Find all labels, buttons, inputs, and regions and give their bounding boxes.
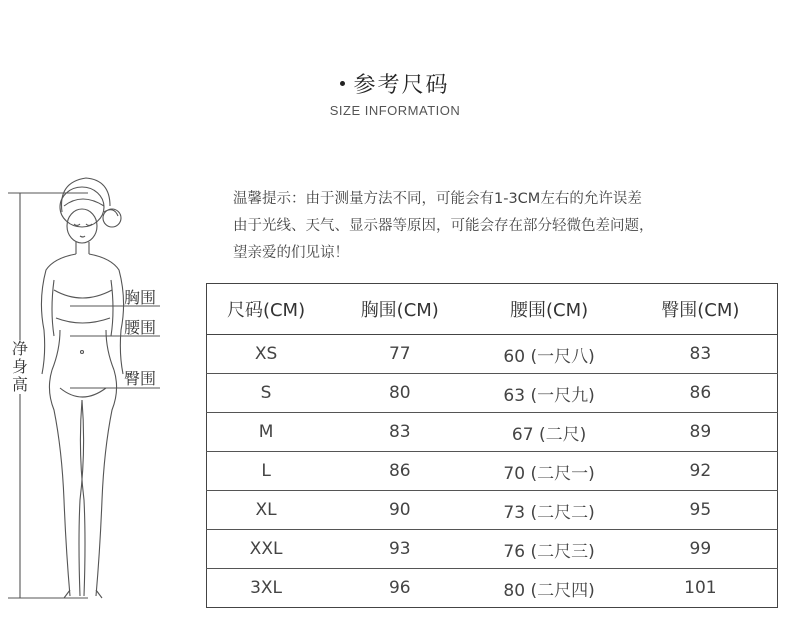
cell-bust: 83	[325, 413, 474, 452]
notice-text	[233, 186, 773, 267]
bullet-dot-icon	[340, 81, 345, 86]
cell-size: XS	[207, 335, 326, 374]
notice-line: 望亲爱的们见谅！	[233, 245, 349, 261]
table-row	[207, 530, 778, 569]
cell-size: S	[207, 374, 326, 413]
height-label-char: 净	[11, 339, 28, 358]
header-waist: 腰围(CM)	[474, 284, 623, 335]
table-row	[207, 569, 778, 608]
cell-hip: 99	[624, 530, 778, 569]
cell-waist: 70 (二尺一)	[474, 452, 623, 491]
body-figure-illustration	[0, 170, 200, 610]
cell-size: XL	[207, 491, 326, 530]
hip-label: 臀围	[124, 369, 157, 388]
notice-line: 由于光线、天气、显示器等原因，可能会存在部分轻微色差问题，	[233, 218, 654, 234]
cell-hip: 83	[624, 335, 778, 374]
table-row	[207, 491, 778, 530]
cell-waist: 67 (二尺)	[474, 413, 623, 452]
table-header-row	[207, 284, 778, 335]
page-title-text: 参考尺码	[353, 73, 450, 98]
cell-size: L	[207, 452, 326, 491]
cell-bust: 80	[325, 374, 474, 413]
cell-bust: 96	[388, 578, 411, 598]
table-row	[207, 374, 778, 413]
header-bust: 胸围(CM)	[325, 284, 474, 335]
table-row	[207, 335, 778, 374]
header-hip: 臀围(CM)	[624, 284, 778, 335]
cell-waist: 63 (一尺九)	[474, 374, 623, 413]
table-row	[207, 452, 778, 491]
height-label-char: 身	[11, 357, 28, 376]
cell-hip: 89	[624, 413, 778, 452]
cell-size: 3XL	[250, 578, 283, 598]
header-size: 尺码(CM)	[207, 284, 326, 335]
cell-bust: 90	[325, 491, 474, 530]
cell-bust: 77	[325, 335, 474, 374]
cell-bust: 93	[325, 530, 474, 569]
cell-waist: 76 (二尺三)	[474, 530, 623, 569]
bust-label: 胸围	[124, 288, 157, 307]
size-table	[206, 283, 778, 608]
height-label-char: 高	[11, 375, 28, 394]
cell-waist: 80 (二尺四)	[503, 580, 595, 601]
cell-hip: 101	[684, 578, 717, 598]
cell-hip: 92	[624, 452, 778, 491]
title-block	[0, 68, 790, 118]
height-label	[10, 340, 30, 394]
cell-waist: 60 (一尺八)	[474, 335, 623, 374]
cell-size: M	[207, 413, 326, 452]
page-title	[0, 68, 790, 99]
waist-label: 腰围	[124, 318, 157, 337]
page-subtitle: SIZE INFORMATION	[329, 103, 461, 118]
cell-hip: 95	[624, 491, 778, 530]
notice-line: 温馨提示：由于测量方法不同，可能会有1-3CM左右的允许误差	[233, 191, 642, 207]
cell-size: XXL	[207, 530, 326, 569]
table-row	[207, 413, 778, 452]
cell-hip: 86	[624, 374, 778, 413]
cell-bust: 86	[325, 452, 474, 491]
cell-waist: 73 (二尺二)	[474, 491, 623, 530]
